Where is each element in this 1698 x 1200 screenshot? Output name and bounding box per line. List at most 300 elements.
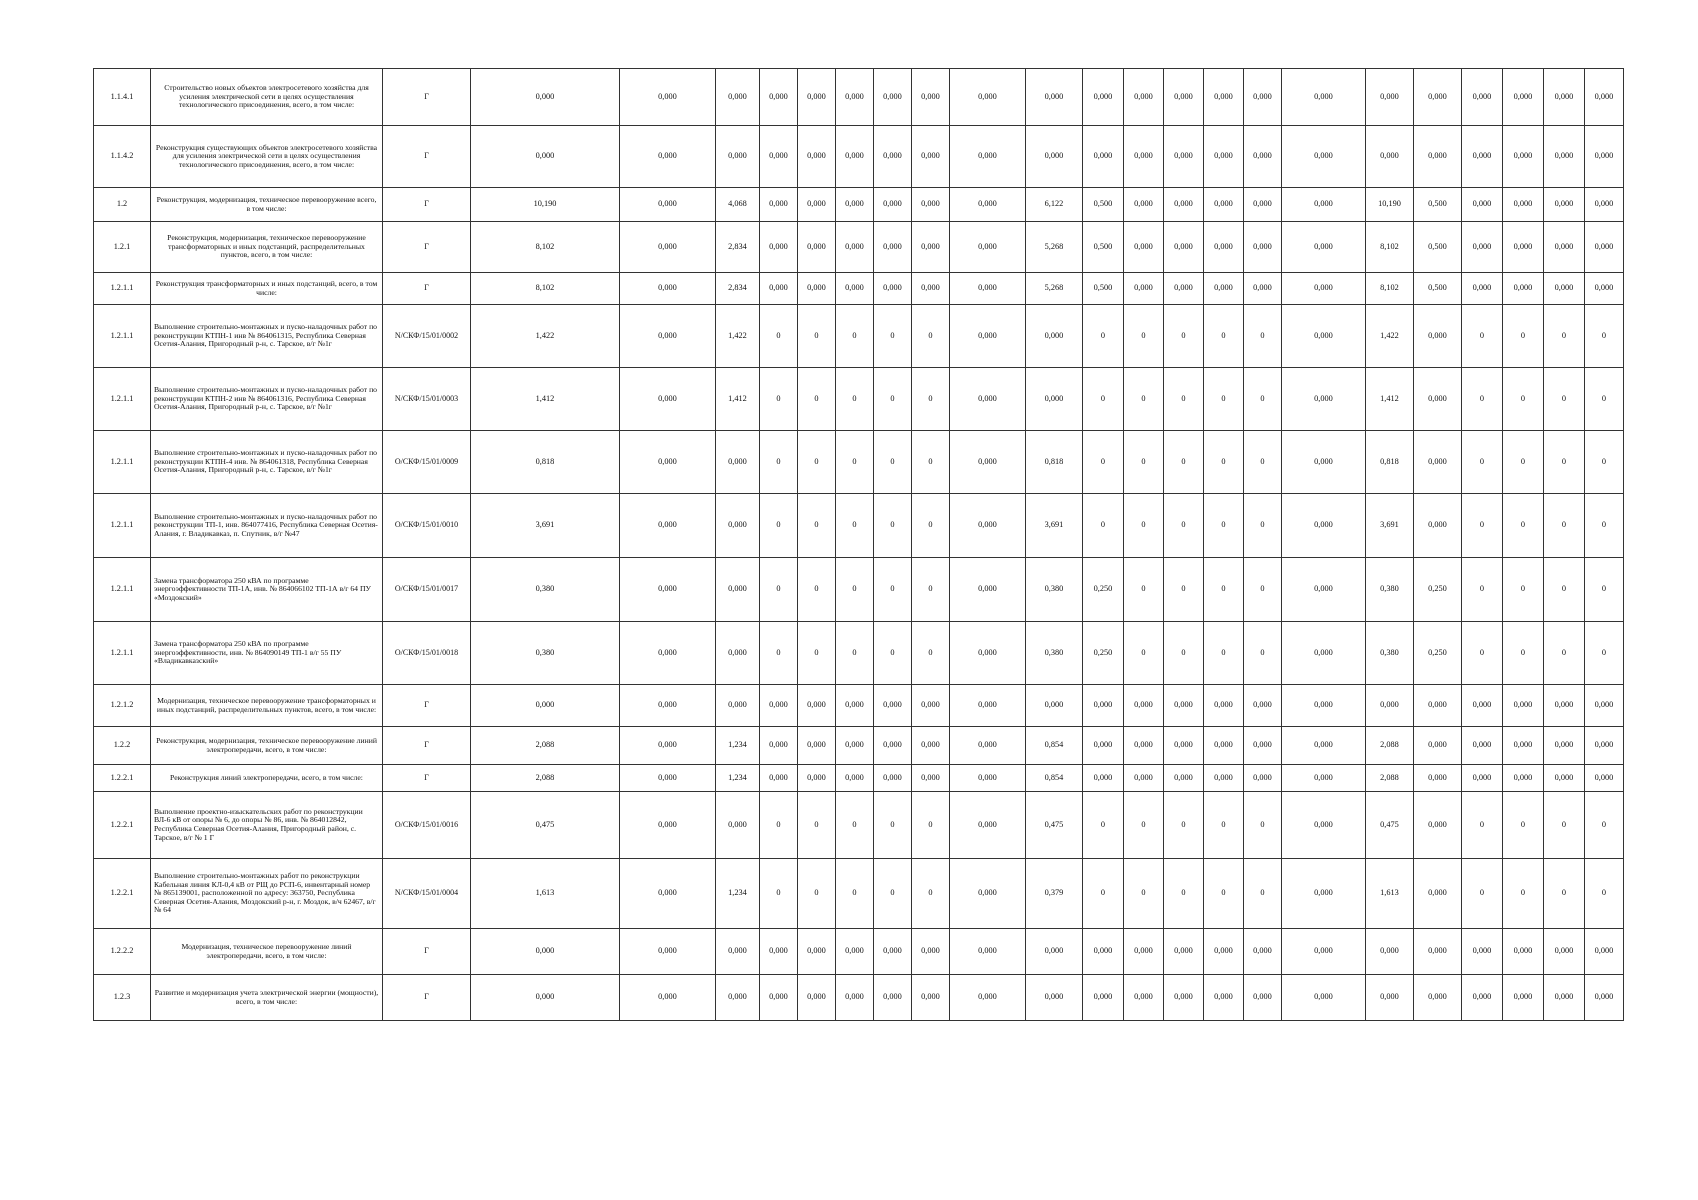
value-cell: 0,000 <box>620 727 716 765</box>
value-cell: 2,088 <box>1366 765 1414 792</box>
value-cell: 0,000 <box>912 685 950 727</box>
value-cell: 0,000 <box>1282 929 1366 975</box>
value-cell: 0,000 <box>1366 975 1414 1021</box>
value-cell: 0,818 <box>1366 431 1414 494</box>
value-cell: 0 <box>1244 859 1282 929</box>
table-row <box>94 792 1624 859</box>
value-cell: 0,000 <box>760 69 798 126</box>
value-cell: 0,000 <box>716 431 760 494</box>
value-cell: 0,000 <box>1544 222 1585 273</box>
value-cell: 0,000 <box>1544 188 1585 222</box>
value-cell: 0,000 <box>1244 929 1282 975</box>
value-cell: 0,000 <box>471 126 620 188</box>
value-cell: 0,000 <box>1164 188 1204 222</box>
row-code-cell: О/СКФ/15/01/0017 <box>383 558 471 622</box>
value-cell: 0 <box>874 431 912 494</box>
value-cell: 0,000 <box>1544 765 1585 792</box>
value-cell: 0,000 <box>1585 685 1624 727</box>
value-cell: 0,000 <box>1585 929 1624 975</box>
value-cell: 0,500 <box>1414 222 1462 273</box>
value-cell: 0,000 <box>912 188 950 222</box>
value-cell: 2,088 <box>1366 727 1414 765</box>
value-cell: 0,000 <box>760 222 798 273</box>
value-cell: 0,000 <box>798 765 836 792</box>
value-cell: 0,000 <box>836 69 874 126</box>
value-cell: 0,000 <box>1204 222 1244 273</box>
value-cell: 0,000 <box>1503 188 1544 222</box>
value-cell: 0,000 <box>950 305 1026 368</box>
row-name-cell: Развитие и модернизация учета электрической энергии (мощности), всего, в том числе: <box>151 975 383 1021</box>
row-name-cell: Выполнение строительно-монтажных и пуско-наладочных работ по реконструкции КТПН-4 инв. № 864061318, Республика Северная Осетия-Алания, Пригородный р-н, с. Тарское, в/г №1г <box>151 431 383 494</box>
row-code-cell: Г <box>383 975 471 1021</box>
value-cell: 0 <box>1544 859 1585 929</box>
value-cell: 0 <box>912 622 950 685</box>
row-index-cell: 1.1.4.2 <box>94 126 151 188</box>
value-cell: 0 <box>798 494 836 558</box>
value-cell: 0,000 <box>1462 929 1503 975</box>
value-cell: 0,000 <box>798 126 836 188</box>
value-cell: 0,000 <box>1282 494 1366 558</box>
value-cell: 0,250 <box>1083 622 1124 685</box>
value-cell: 0,000 <box>950 765 1026 792</box>
row-code-cell: Г <box>383 69 471 126</box>
value-cell: 0 <box>1244 494 1282 558</box>
value-cell: 0 <box>1083 431 1124 494</box>
value-cell: 0,000 <box>950 727 1026 765</box>
value-cell: 0,000 <box>874 685 912 727</box>
value-cell: 1,613 <box>1366 859 1414 929</box>
value-cell: 0,000 <box>1124 69 1164 126</box>
value-cell: 0,000 <box>1585 222 1624 273</box>
value-cell: 0,000 <box>950 558 1026 622</box>
value-cell: 0 <box>1544 431 1585 494</box>
value-cell: 0,000 <box>1282 622 1366 685</box>
row-name-cell: Выполнение строительно-монтажных и пуско-наладочных работ по реконструкции КТПН-2 инв № 864061316, Республика Северная Осетия-Алания, Пригородный р-н, с. Тарское, в/г №1г <box>151 368 383 431</box>
value-cell: 0 <box>1544 792 1585 859</box>
value-cell: 0 <box>1083 792 1124 859</box>
value-cell: 0,000 <box>950 685 1026 727</box>
value-cell: 0 <box>1503 368 1544 431</box>
value-cell: 0,000 <box>1124 929 1164 975</box>
table-row <box>94 929 1624 975</box>
value-cell: 0,000 <box>1544 273 1585 305</box>
value-cell: 0,000 <box>1414 765 1462 792</box>
value-cell: 0 <box>1164 792 1204 859</box>
value-cell: 0 <box>1462 558 1503 622</box>
value-cell: 0,000 <box>471 929 620 975</box>
value-cell: 0,380 <box>471 558 620 622</box>
value-cell: 0 <box>1462 494 1503 558</box>
row-code-cell: Г <box>383 929 471 975</box>
value-cell: 8,102 <box>1366 222 1414 273</box>
value-cell: 0 <box>1124 859 1164 929</box>
value-cell: 0,000 <box>912 929 950 975</box>
value-cell: 0,250 <box>1083 558 1124 622</box>
value-cell: 0,000 <box>1244 126 1282 188</box>
value-cell: 8,102 <box>1366 273 1414 305</box>
value-cell: 0 <box>1544 368 1585 431</box>
value-cell: 0,000 <box>1083 929 1124 975</box>
row-code-cell: Г <box>383 273 471 305</box>
value-cell: 1,422 <box>716 305 760 368</box>
value-cell: 1,234 <box>716 859 760 929</box>
value-cell: 0,000 <box>950 859 1026 929</box>
value-cell: 8,102 <box>471 273 620 305</box>
value-cell: 0,000 <box>912 765 950 792</box>
value-cell: 0,000 <box>1083 69 1124 126</box>
table-row <box>94 727 1624 765</box>
value-cell: 0,000 <box>471 685 620 727</box>
value-cell: 0,000 <box>1503 69 1544 126</box>
value-cell: 0,000 <box>760 188 798 222</box>
value-cell: 0,000 <box>760 126 798 188</box>
value-cell: 0,500 <box>1083 273 1124 305</box>
value-cell: 0,000 <box>874 69 912 126</box>
value-cell: 0 <box>1124 431 1164 494</box>
value-cell: 0 <box>1204 622 1244 685</box>
value-cell: 0,000 <box>1204 188 1244 222</box>
value-cell: 1,422 <box>1366 305 1414 368</box>
value-cell: 0,000 <box>1204 929 1244 975</box>
value-cell: 0 <box>1585 368 1624 431</box>
table-row <box>94 69 1624 126</box>
value-cell: 0,818 <box>1026 431 1083 494</box>
value-cell: 0,818 <box>471 431 620 494</box>
value-cell: 0,000 <box>1544 929 1585 975</box>
value-cell: 0 <box>1204 558 1244 622</box>
value-cell: 1,234 <box>716 727 760 765</box>
value-cell: 0,000 <box>1244 765 1282 792</box>
value-cell: 0,000 <box>1204 126 1244 188</box>
value-cell: 0,000 <box>1462 727 1503 765</box>
value-cell: 0,000 <box>716 69 760 126</box>
table-row <box>94 685 1624 727</box>
table-row <box>94 368 1624 431</box>
value-cell: 0,000 <box>620 929 716 975</box>
value-cell: 0,000 <box>798 929 836 975</box>
value-cell: 0,000 <box>874 273 912 305</box>
value-cell: 0 <box>1462 305 1503 368</box>
value-cell: 0,000 <box>1164 929 1204 975</box>
value-cell: 0,000 <box>1026 368 1083 431</box>
row-code-cell: О/СКФ/15/01/0010 <box>383 494 471 558</box>
row-name-cell: Реконструкция существующих объектов электросетевого хозяйства для усиления электрической сети в целях осуществления технологического присоединения, всего, в том числе: <box>151 126 383 188</box>
table-row <box>94 222 1624 273</box>
value-cell: 0,000 <box>798 188 836 222</box>
value-cell: 0 <box>874 622 912 685</box>
row-index-cell: 1.2.2.1 <box>94 792 151 859</box>
value-cell: 0,000 <box>1462 222 1503 273</box>
value-cell: 0,000 <box>1503 126 1544 188</box>
row-code-cell: N/СКФ/15/01/0004 <box>383 859 471 929</box>
value-cell: 0,000 <box>1462 975 1503 1021</box>
value-cell: 0,000 <box>1164 765 1204 792</box>
value-cell: 0 <box>1585 305 1624 368</box>
value-cell: 0,000 <box>1414 975 1462 1021</box>
value-cell: 0,000 <box>1544 975 1585 1021</box>
row-code-cell: О/СКФ/15/01/0018 <box>383 622 471 685</box>
value-cell: 2,088 <box>471 727 620 765</box>
value-cell: 0 <box>836 494 874 558</box>
value-cell: 0 <box>836 622 874 685</box>
value-cell: 0,000 <box>836 929 874 975</box>
value-cell: 0 <box>912 792 950 859</box>
value-cell: 0 <box>798 558 836 622</box>
value-cell: 0,854 <box>1026 765 1083 792</box>
value-cell: 0,000 <box>1414 368 1462 431</box>
value-cell: 0,000 <box>620 622 716 685</box>
value-cell: 0,000 <box>716 685 760 727</box>
value-cell: 0 <box>798 792 836 859</box>
row-name-cell: Реконструкция линий электропередачи, всего, в том числе: <box>151 765 383 792</box>
value-cell: 0,000 <box>1414 929 1462 975</box>
value-cell: 0 <box>1204 368 1244 431</box>
value-cell: 0,000 <box>1414 494 1462 558</box>
value-cell: 0 <box>760 859 798 929</box>
value-cell: 0 <box>1462 368 1503 431</box>
value-cell: 1,412 <box>1366 368 1414 431</box>
value-cell: 0,000 <box>1544 126 1585 188</box>
table-row <box>94 273 1624 305</box>
value-cell: 0,000 <box>620 765 716 792</box>
value-cell: 0,000 <box>1366 69 1414 126</box>
table-body <box>94 69 1624 1021</box>
value-cell: 0,000 <box>1244 188 1282 222</box>
value-cell: 6,122 <box>1026 188 1083 222</box>
value-cell: 0,000 <box>912 273 950 305</box>
row-index-cell: 1.2.2.1 <box>94 765 151 792</box>
value-cell: 0 <box>760 558 798 622</box>
value-cell: 0 <box>836 792 874 859</box>
value-cell: 0,000 <box>1462 765 1503 792</box>
value-cell: 0,000 <box>1585 69 1624 126</box>
value-cell: 0,500 <box>1414 273 1462 305</box>
value-cell: 0,000 <box>1282 727 1366 765</box>
table-row <box>94 975 1624 1021</box>
value-cell: 1,412 <box>716 368 760 431</box>
value-cell: 0,000 <box>1124 222 1164 273</box>
value-cell: 0,000 <box>1083 126 1124 188</box>
value-cell: 0 <box>1244 792 1282 859</box>
value-cell: 0 <box>1585 558 1624 622</box>
value-cell: 0 <box>1244 558 1282 622</box>
row-code-cell: Г <box>383 126 471 188</box>
value-cell: 0 <box>1503 622 1544 685</box>
value-cell: 0 <box>1124 368 1164 431</box>
value-cell: 0 <box>1083 494 1124 558</box>
row-name-cell: Выполнение строительно-монтажных и пуско-наладочных работ по реконструкции ТП-1, инв. 864077416, Республика Северная Осетия-Алания, г. Владикавказ, п. Спутник, в/г №47 <box>151 494 383 558</box>
value-cell: 0,000 <box>1585 975 1624 1021</box>
value-cell: 0,000 <box>874 222 912 273</box>
value-cell: 0,000 <box>874 126 912 188</box>
row-code-cell: Г <box>383 685 471 727</box>
value-cell: 0,000 <box>1164 727 1204 765</box>
value-cell: 0,000 <box>1164 975 1204 1021</box>
value-cell: 0 <box>1083 859 1124 929</box>
value-cell: 0 <box>1585 431 1624 494</box>
value-cell: 0 <box>874 859 912 929</box>
value-cell: 0,000 <box>1414 792 1462 859</box>
value-cell: 0 <box>760 368 798 431</box>
table-row <box>94 126 1624 188</box>
value-cell: 0,000 <box>1244 222 1282 273</box>
value-cell: 0,000 <box>716 792 760 859</box>
value-cell: 0 <box>1244 622 1282 685</box>
value-cell: 0,000 <box>1366 685 1414 727</box>
value-cell: 0,000 <box>1414 69 1462 126</box>
value-cell: 0,000 <box>1282 368 1366 431</box>
value-cell: 0 <box>1544 622 1585 685</box>
value-cell: 0,500 <box>1083 188 1124 222</box>
value-cell: 0,000 <box>1282 273 1366 305</box>
row-name-cell: Выполнение строительно-монтажных и пуско-наладочных работ по реконструкции КТПН-1 инв № 864061315, Республика Северная Осетия-Алания, Пригородный р-н, с. Тарское, в/г №1г <box>151 305 383 368</box>
value-cell: 0,000 <box>950 792 1026 859</box>
value-cell: 0 <box>912 368 950 431</box>
value-cell: 0,000 <box>798 69 836 126</box>
value-cell: 0 <box>760 494 798 558</box>
value-cell: 5,268 <box>1026 222 1083 273</box>
value-cell: 0,000 <box>950 368 1026 431</box>
value-cell: 0 <box>798 859 836 929</box>
row-name-cell: Выполнение проектно-изыскательских работ по реконструкции ВЛ-6 кВ от опоры № 6, до опоры № 86, инв. № 864012842, Республика Северная Осетия-Алания, Пригородный район, с. Тарское, в/г № 1 Г <box>151 792 383 859</box>
value-cell: 0,500 <box>1083 222 1124 273</box>
value-cell: 0,000 <box>1585 765 1624 792</box>
row-index-cell: 1.2.1.1 <box>94 558 151 622</box>
value-cell: 1,234 <box>716 765 760 792</box>
table-row <box>94 188 1624 222</box>
value-cell: 0,000 <box>950 222 1026 273</box>
value-cell: 0,000 <box>836 765 874 792</box>
value-cell: 0 <box>1204 494 1244 558</box>
value-cell: 0,000 <box>1503 222 1544 273</box>
value-cell: 0 <box>798 431 836 494</box>
value-cell: 0 <box>1204 792 1244 859</box>
value-cell: 0 <box>798 305 836 368</box>
value-cell: 0,000 <box>1414 305 1462 368</box>
value-cell: 0 <box>1164 622 1204 685</box>
row-code-cell: N/СКФ/15/01/0003 <box>383 368 471 431</box>
value-cell: 0 <box>874 494 912 558</box>
value-cell: 0 <box>1462 792 1503 859</box>
value-cell: 0,380 <box>1026 622 1083 685</box>
value-cell: 0,000 <box>1282 431 1366 494</box>
value-cell: 0,000 <box>1282 222 1366 273</box>
value-cell: 0,000 <box>620 975 716 1021</box>
value-cell: 0,000 <box>1164 69 1204 126</box>
value-cell: 0 <box>1585 494 1624 558</box>
value-cell: 0,000 <box>1204 685 1244 727</box>
value-cell: 0,000 <box>1503 727 1544 765</box>
value-cell: 0,000 <box>874 727 912 765</box>
value-cell: 0,000 <box>1462 126 1503 188</box>
value-cell: 0,000 <box>760 975 798 1021</box>
row-code-cell: Г <box>383 222 471 273</box>
value-cell: 0,000 <box>950 494 1026 558</box>
table-row <box>94 622 1624 685</box>
value-cell: 0 <box>1164 305 1204 368</box>
value-cell: 0,000 <box>1282 558 1366 622</box>
value-cell: 0,000 <box>1164 273 1204 305</box>
value-cell: 0 <box>1164 558 1204 622</box>
value-cell: 0 <box>874 368 912 431</box>
table-row <box>94 494 1624 558</box>
value-cell: 0,000 <box>1503 975 1544 1021</box>
value-cell: 0,000 <box>1414 431 1462 494</box>
value-cell: 0 <box>912 305 950 368</box>
value-cell: 0 <box>1124 305 1164 368</box>
value-cell: 0 <box>874 792 912 859</box>
row-index-cell: 1.2 <box>94 188 151 222</box>
value-cell: 0 <box>1585 622 1624 685</box>
value-cell: 0,000 <box>1164 222 1204 273</box>
value-cell: 0 <box>1204 431 1244 494</box>
value-cell: 0,000 <box>1585 273 1624 305</box>
value-cell: 0,000 <box>1585 126 1624 188</box>
value-cell: 0,000 <box>1244 685 1282 727</box>
value-cell: 0,000 <box>1366 126 1414 188</box>
value-cell: 0 <box>874 305 912 368</box>
value-cell: 0,000 <box>950 622 1026 685</box>
value-cell: 0,380 <box>471 622 620 685</box>
value-cell: 0,000 <box>1026 975 1083 1021</box>
value-cell: 0,000 <box>874 929 912 975</box>
value-cell: 0,000 <box>1083 685 1124 727</box>
row-code-cell: Г <box>383 765 471 792</box>
value-cell: 0,000 <box>620 558 716 622</box>
value-cell: 0,000 <box>874 188 912 222</box>
value-cell: 0,000 <box>912 69 950 126</box>
value-cell: 0 <box>1164 859 1204 929</box>
value-cell: 0,000 <box>912 222 950 273</box>
value-cell: 0,000 <box>1164 685 1204 727</box>
value-cell: 0,000 <box>950 188 1026 222</box>
value-cell: 0,000 <box>1414 727 1462 765</box>
value-cell: 0 <box>1124 792 1164 859</box>
value-cell: 0,000 <box>1503 765 1544 792</box>
value-cell: 0,000 <box>1124 188 1164 222</box>
row-index-cell: 1.2.2.1 <box>94 859 151 929</box>
value-cell: 0,000 <box>912 126 950 188</box>
value-cell: 0 <box>1503 494 1544 558</box>
value-cell: 0,000 <box>1414 685 1462 727</box>
value-cell: 0,000 <box>1503 273 1544 305</box>
value-cell: 0,250 <box>1414 558 1462 622</box>
value-cell: 0,000 <box>620 126 716 188</box>
value-cell: 0,380 <box>1366 558 1414 622</box>
value-cell: 0,000 <box>1462 685 1503 727</box>
value-cell: 0,000 <box>1204 69 1244 126</box>
row-code-cell: О/СКФ/15/01/0009 <box>383 431 471 494</box>
value-cell: 0,000 <box>1544 727 1585 765</box>
value-cell: 0 <box>836 368 874 431</box>
value-cell: 0,000 <box>620 685 716 727</box>
row-name-cell: Замена трансформатора 250 кВА по программе энергоэффективности ТП-1А, инв. № 864066102 ТП-1А в/г 64 ПУ «Моздокский» <box>151 558 383 622</box>
value-cell: 0,000 <box>1026 126 1083 188</box>
table-row <box>94 859 1624 929</box>
value-cell: 0,000 <box>716 126 760 188</box>
value-cell: 0 <box>912 494 950 558</box>
value-cell: 0 <box>912 859 950 929</box>
value-cell: 0,000 <box>836 727 874 765</box>
value-cell: 0,000 <box>620 792 716 859</box>
value-cell: 0,000 <box>798 222 836 273</box>
value-cell: 0,000 <box>1585 727 1624 765</box>
value-cell: 0,000 <box>1544 69 1585 126</box>
value-cell: 0,000 <box>760 765 798 792</box>
value-cell: 0,475 <box>471 792 620 859</box>
value-cell: 0,000 <box>912 975 950 1021</box>
value-cell: 0,000 <box>1244 273 1282 305</box>
